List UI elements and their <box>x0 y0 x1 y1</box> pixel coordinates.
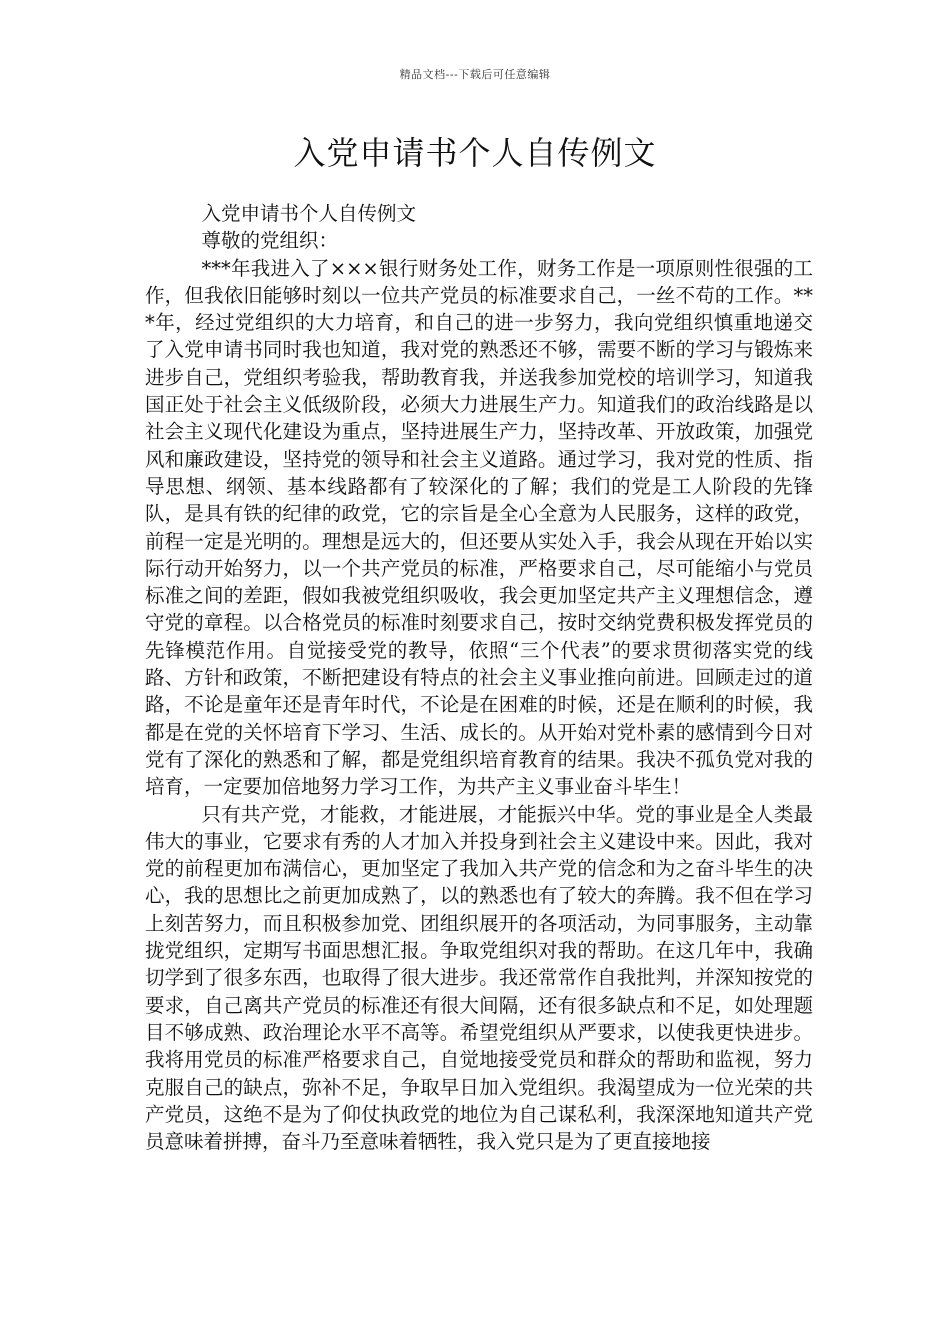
body-paragraph-2: 只有共产党，才能救，才能进展，才能振兴中华。党的事业是全人类最伟大的事业，它要求有秀的人才加入并投身到社会主义建设中来。因此，我对党的前程更加布满信心，更加坚定了我加入共产党的信念和为之奋斗毕生的决心，我的思想比之前更加成熟了，以的熟悉也有了较大的奔腾。我不但在学习上刻苦努力，而且积极参加党、团组织展开的各项活动，为同事服务，主动靠拢党组织，定期写书面思想汇报。争取党组织对我的帮助。在这几年中，我确切学到了很多东西，也取得了很大进步。我还常常作自我批判，并深知按党的要求，自己离共产党员的标准还有很大间隔，还有很多缺点和不足，如处理题目不够成熟、政治理论水平不高等。希望党组织从严要求，以使我更快进步。我将用党员的标准严格要求自己，自觉地接受党员和群众的帮助和监视，努力克服自己的缺点，弥补不足，争取早日加入党组织。我渴望成为一位光荣的共产党员，这绝不是为了仰仗执政党的地位为自己谋私利，我深深地知道共产党员意味着拼搏，奋斗乃至意味着牺牲，我入党只是为了更直接地接 <box>145 802 813 1154</box>
document-title: 入党申请书个人自传例文 <box>293 134 657 172</box>
body-paragraph-1: ***年我进入了×××银行财务处工作，财务工作是一项原则性很强的工作，但我依旧能够时刻以一位共产党员的标准要求自己，一丝不苟的工作。***年，经过党组织的大力培育，和自己的进一步努力，我向党组织慎重地递交了入党申请书同时我也知道，我对党的熟悉还不够，需要不断的学习与锻炼来进步自己，党组织考验我，帮助教育我，并送我参加党校的培训学习，知道我国正处于社会主义低级阶段，必须大力进展生产力。知道我们的政治线路是以社会主义现代化建设为重点，坚持进展生产力，坚持改革、开放政策，加强党风和廉政建设，坚持党的领导和社会主义道路。通过学习，我对党的性质、指导思想、纲领、基本线路都有了较深化的了解；我们的党是工人阶段的先锋队，是具有铁的纪律的政党，它的宗旨是全心全意为人民服务，这样的政党，前程一定是光明的。理想是远大的，但还要从实处入手，我会从现在开始以实际行动开始努力，以一个共产党员的标准，严格要求自己，尽可能缩小与党员标准之间的差距，假如我被党组织吸收，我会更加坚定共产主义理想信念，遵守党的章程。以合格党员的标准时刻要求自己，按时交纳党费积极发挥党员的先锋模范作用。自觉接受党的教导，依照“三个代表”的要求贯彻落实党的线路、方针和政策，不断把建设有特点的社会主义事业推向前进。回顾走过的道路，不论是童年还是青年时代，不论是在困难的时候，还是在顺利的时候，我都是在党的关怀培育下学习、生活、成长的。从开始对党朴素的感情到今日对党有了深化的熟悉和了解，都是党组织培育教育的结果。我决不孤负党对我的培育，一定要加倍地努力学习工作，为共产主义事业奋斗毕生！ <box>145 256 813 799</box>
document-subtitle: 入党申请书个人自传例文 <box>201 202 417 225</box>
header-note: 精品文档---下载后可任意编辑 <box>399 68 551 81</box>
salutation: 尊敬的党组织： <box>201 229 339 253</box>
document-body <box>145 200 813 1155</box>
